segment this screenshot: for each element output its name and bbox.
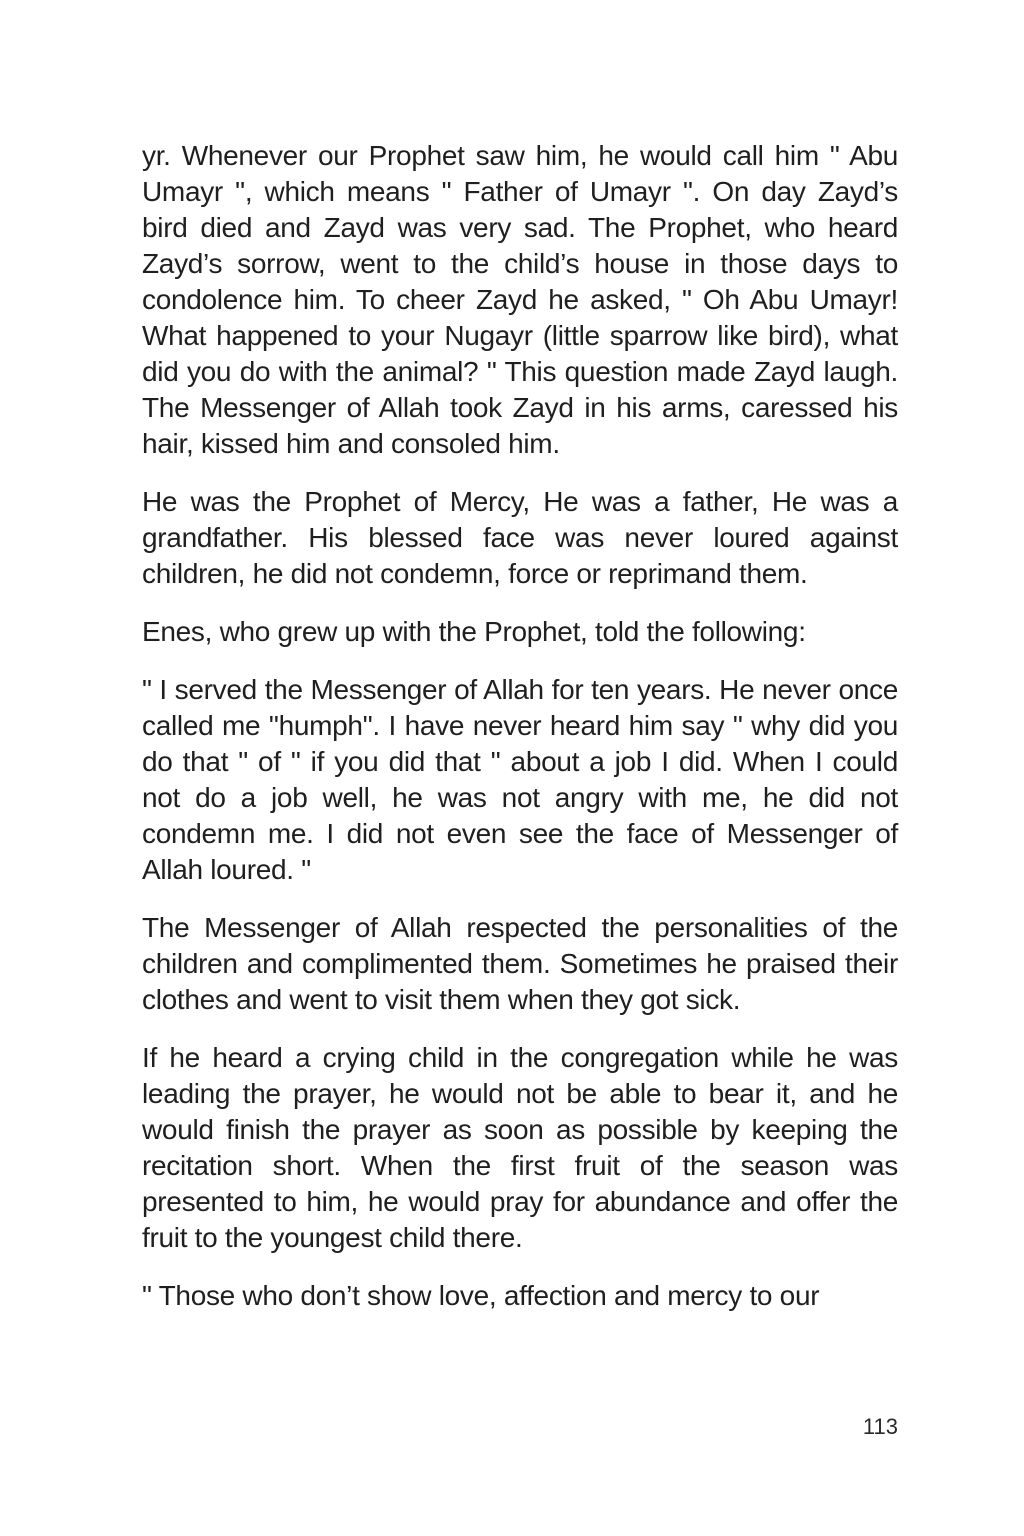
body-text [142, 138, 898, 1336]
paragraph-1: yr. Whenever our Prophet saw him, he would call him ʺ Abu Umayr ʺ, which means ʺ Father of Umayr ʺ. On day Zayd’s bird died and Zayd was very sad. The Prophet, who heard Zayd’s sorrow, went to the child’s house in those days to condolence him. To cheer Zayd he asked, ʺ Oh Abu Umayr! What happened to your Nugayr (little sparrow like bird), what did you do with the animal? ʺ This question made Zayd laugh. The Messenger of Allah took Zayd in his arms, caressed his hair, kissed him and consoled him. [142, 140, 898, 459]
paragraph-7: ʺ Those who don’t show love, affection and mercy to our [142, 1280, 820, 1311]
paragraph-4: ʺ I served the Messenger of Allah for ten years. He never once called me ʺhumphʺ. I have never heard him say ʺ why did you do that ʺ of ʺ if you did that ʺ about a job I did. When I could not do a job well, he was not angry with me, he did not condemn me. I did not even see the face of Messenger of Allah loured. ʺ [142, 674, 898, 885]
paragraph-2: He was the Prophet of Mercy, He was a father, He was a grandfather. His blessed face was never loured against children, he did not condemn, force or reprimand them. [142, 486, 898, 589]
paragraph-5: The Messenger of Allah respected the personalities of the children and complimented them. Sometimes he praised their clothes and went to visit them when they got sick. [142, 912, 898, 1015]
paragraph-3: Enes, who grew up with the Prophet, told the following: [142, 616, 806, 647]
paragraph-6: If he heard a crying child in the congregation while he was leading the prayer, he would not be able to bear it, and he would finish the prayer as soon as possible by keeping the recitation short. When the first fruit of the season was presented to him, he would pray for abundance and offer the fruit to the youngest child there. [142, 1042, 898, 1253]
page-number: 113 [862, 1414, 898, 1439]
